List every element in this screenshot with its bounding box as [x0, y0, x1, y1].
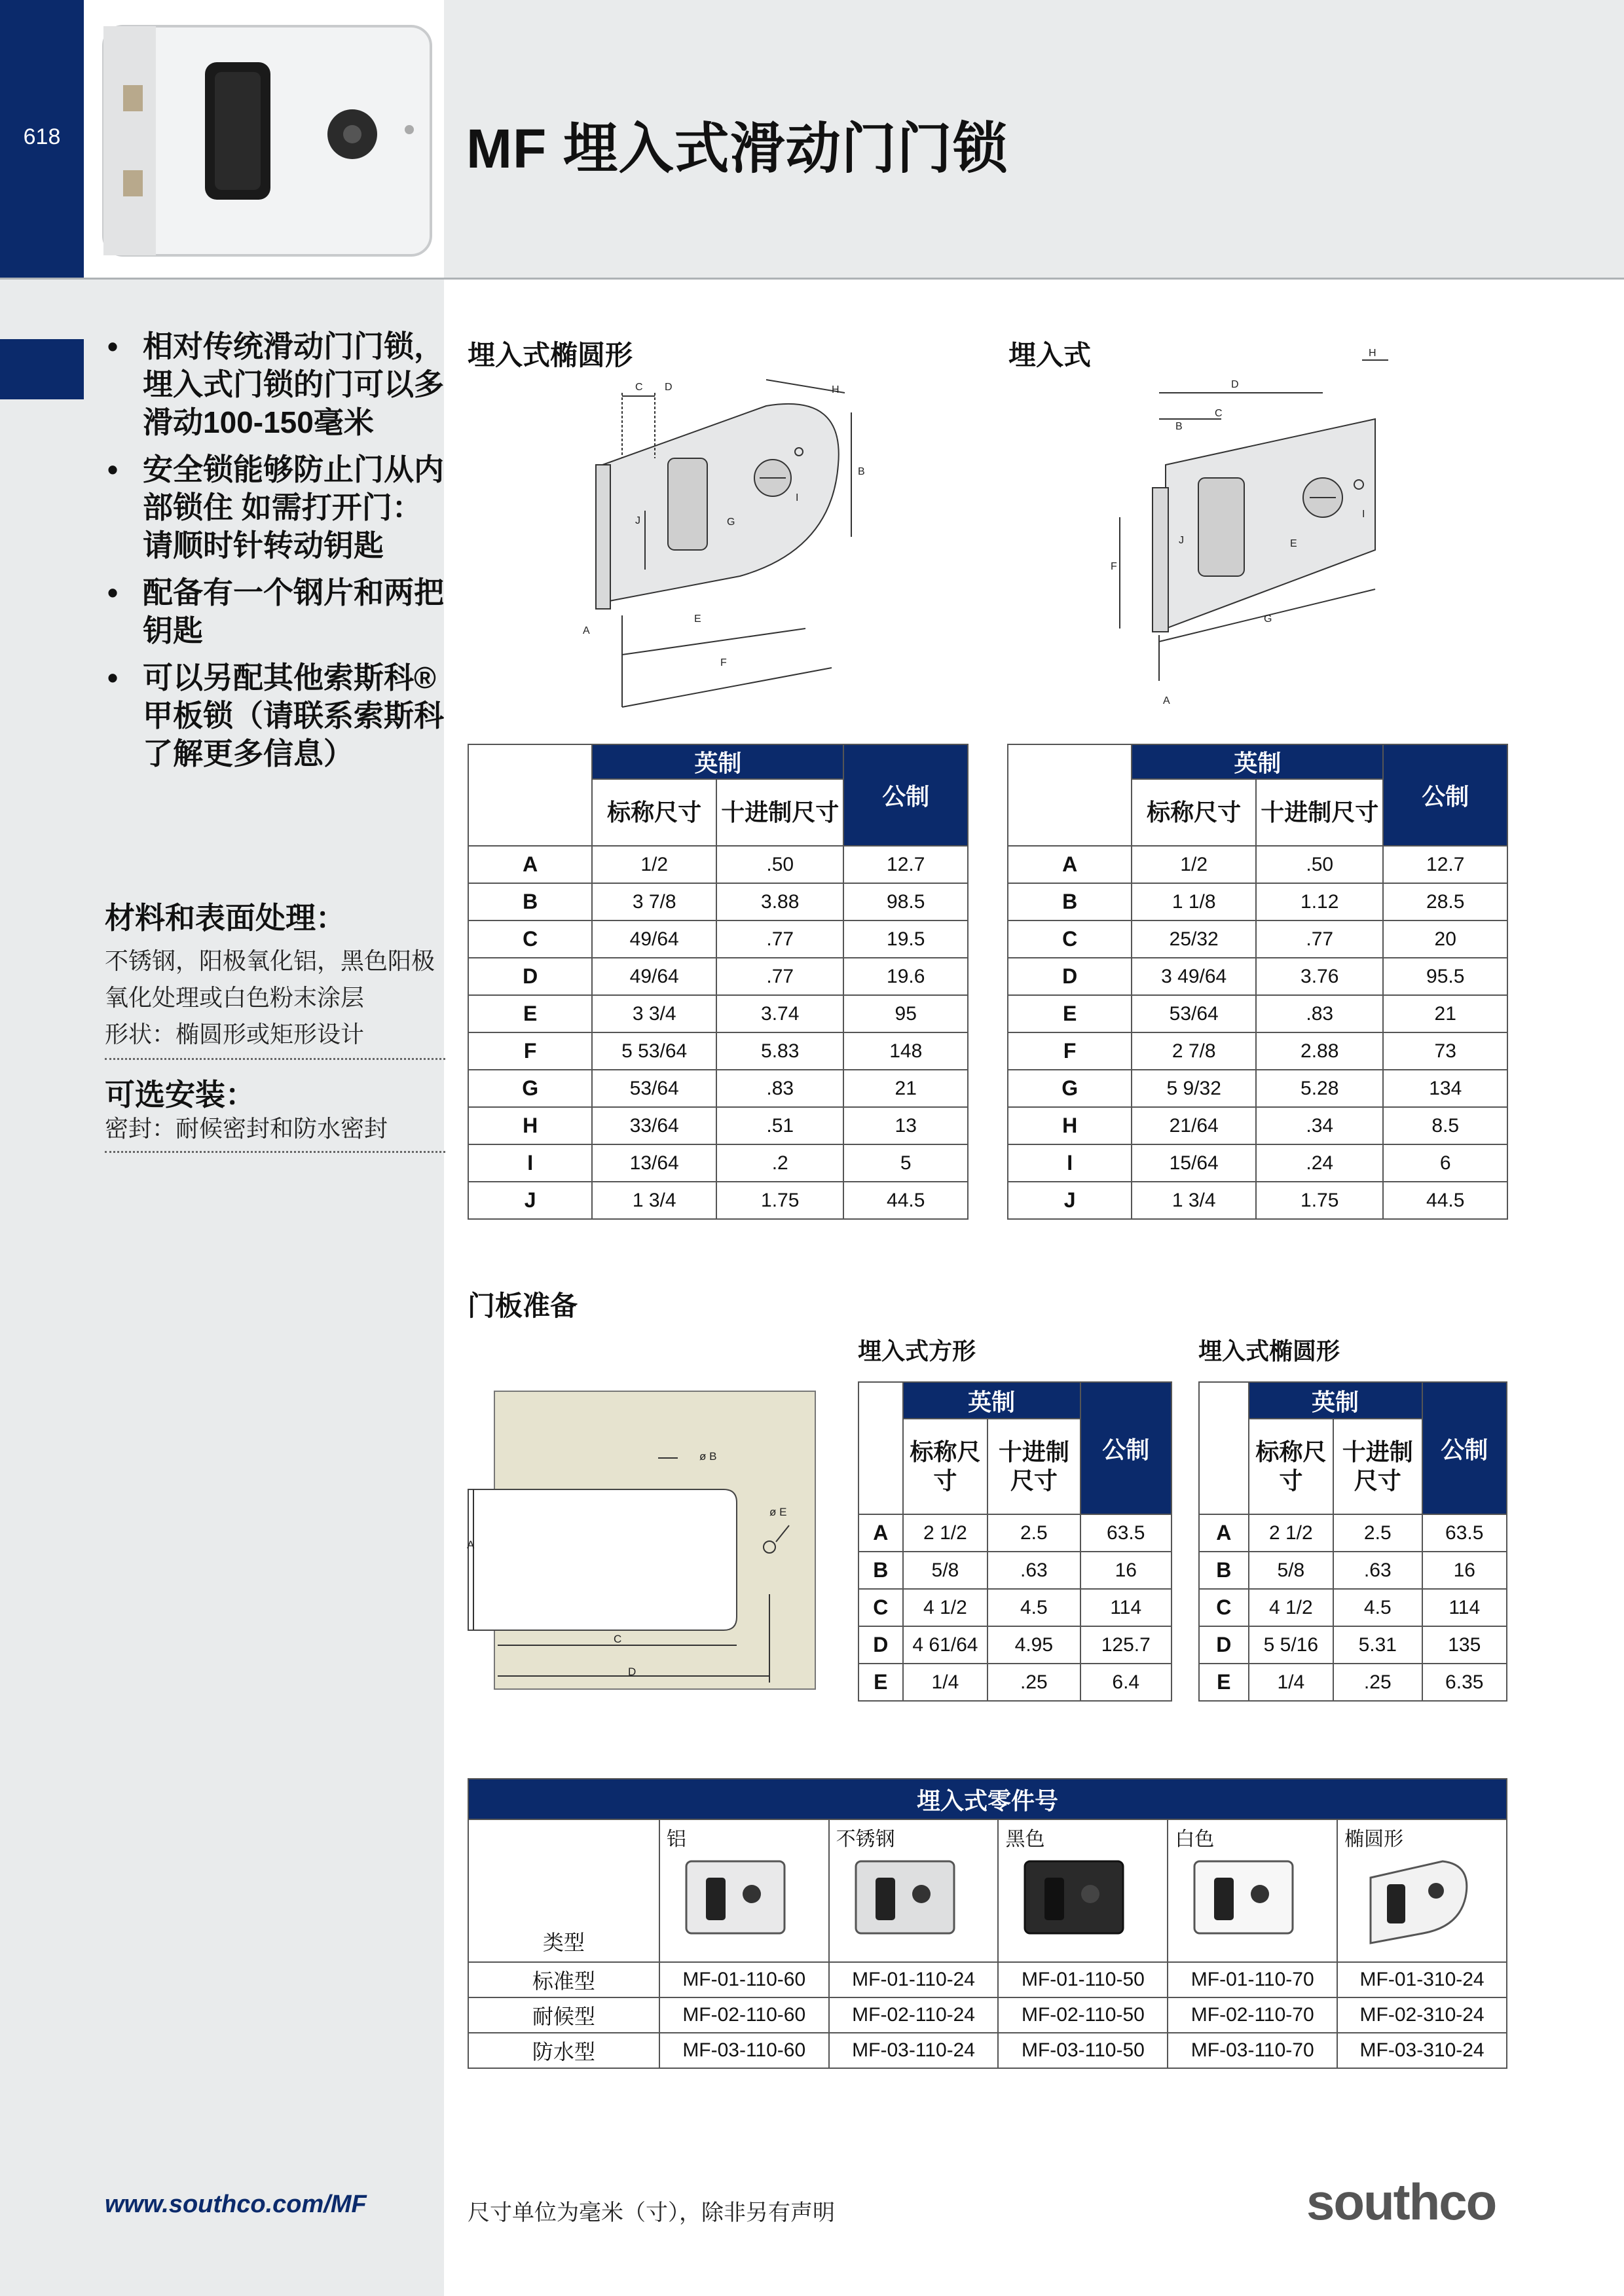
svg-text:C: C	[1215, 408, 1223, 419]
table-row: 标准型 MF-01-110-60 MF-01-110-24 MF-01-110-50 MF-01-110-70 MF-01-310-24	[468, 1962, 1507, 1997]
figure-title: 埋入式	[1008, 340, 1092, 371]
decimal-header: 十进制尺寸	[1256, 779, 1384, 846]
drawing-label: C	[614, 1633, 622, 1645]
finish-cell	[998, 1819, 1168, 1962]
table-row: B 5/8 .63 16	[1199, 1552, 1507, 1589]
options-heading: 可选安装：	[105, 1078, 255, 1112]
materials-heading: 材料和表面处理：	[105, 901, 346, 935]
svg-text:J: J	[635, 515, 640, 526]
nominal-header: 标称尺寸	[1249, 1419, 1333, 1514]
svg-text:J: J	[1179, 535, 1184, 546]
metric-header: 公制	[1080, 1382, 1172, 1514]
page-number: 618	[23, 124, 61, 149]
imperial-header: 英制	[1249, 1382, 1422, 1419]
table-row: A 2 1/2 2.5 63.5	[1199, 1514, 1507, 1552]
table-row: C 4 1/2 4.5 114	[1199, 1589, 1507, 1626]
panel-prep-table-square	[858, 1381, 1172, 1702]
decimal-header: 十进制尺寸	[1333, 1419, 1422, 1514]
table-row: E 1/4 .25 6.4	[858, 1664, 1172, 1701]
svg-text:F: F	[1111, 561, 1117, 572]
table-row: D 4 61/64 4.95 125.7	[858, 1626, 1172, 1664]
imperial-header: 英制	[903, 1382, 1080, 1419]
svg-text:G: G	[727, 517, 735, 528]
empty-corner	[858, 1382, 903, 1514]
table-row: G 5 9/32 5.28 134	[1008, 1070, 1507, 1107]
table-row: F 5 53/64 5.83 148	[468, 1032, 968, 1070]
feature-item: • 可以另配其他索斯科®甲板锁（请联系索斯科了解更多信息）	[105, 659, 445, 773]
finish-label: 椭圆形	[1344, 1829, 1404, 1850]
table-title: 埋入式方形	[858, 1338, 976, 1364]
feature-list	[105, 327, 445, 782]
table-row: B 3 7/8 3.88 98.5	[468, 883, 968, 920]
table-row: F 2 7/8 2.88 73	[1008, 1032, 1507, 1070]
part-number-table	[468, 1778, 1507, 2069]
table-row: C 25/32 .77 20	[1008, 920, 1507, 958]
svg-text:B: B	[1175, 421, 1183, 432]
table-row: I 13/64 .2 5	[468, 1144, 968, 1182]
table-row: J 1 3/4 1.75 44.5	[1008, 1182, 1507, 1219]
finish-cell	[829, 1819, 999, 1962]
table-row: I 15/64 .24 6	[1008, 1144, 1507, 1182]
type-label: 类型	[468, 1819, 659, 1962]
materials-text	[105, 943, 445, 1053]
table-row: H 33/64 .51 13	[468, 1107, 968, 1144]
table-row: A 2 1/2 2.5 63.5	[858, 1514, 1172, 1552]
dimension-table-rect	[1007, 744, 1508, 1220]
product-photo	[84, 0, 444, 278]
finish-label: 铝	[666, 1829, 686, 1850]
table-row: H 21/64 .34 8.5	[1008, 1107, 1507, 1144]
materials-line: 形状：椭圆形或矩形设计	[105, 1021, 365, 1048]
table-row: B 1 1/8 1.12 28.5	[1008, 883, 1507, 920]
white-latch-thumbnail	[1175, 1851, 1306, 1950]
imperial-header: 英制	[592, 744, 843, 779]
southco-logo: southco	[1306, 2173, 1496, 2231]
panel-prep-table-oval	[1198, 1381, 1507, 1702]
svg-text:G: G	[1264, 613, 1272, 625]
table-row: 耐候型 MF-02-110-60 MF-02-110-24 MF-02-110-50 MF-02-110-70 MF-02-310-24	[468, 1997, 1507, 2033]
svg-text:D: D	[1231, 379, 1239, 390]
table-row: C 4 1/2 4.5 114	[858, 1589, 1172, 1626]
svg-text:A: A	[1163, 695, 1170, 706]
table-row: C 49/64 .77 19.5	[468, 920, 968, 958]
feature-item: • 配备有一个钢片和两把钥匙	[105, 574, 445, 649]
drawing-label: ø E	[769, 1506, 787, 1518]
svg-text:E: E	[1290, 538, 1297, 549]
metric-header: 公制	[1422, 1382, 1507, 1514]
black-latch-thumbnail	[1005, 1851, 1136, 1950]
nominal-header: 标称尺寸	[592, 779, 716, 846]
divider	[105, 1058, 445, 1060]
table-row: D 3 49/64 3.76 95.5	[1008, 958, 1507, 995]
svg-text:H: H	[1369, 348, 1376, 359]
divider	[105, 1151, 445, 1153]
footer-url-link[interactable]: www.southco.com/MF	[105, 2191, 367, 2218]
decimal-header: 十进制尺寸	[716, 779, 844, 846]
finish-cell	[1168, 1819, 1337, 1962]
navy-tab	[0, 339, 84, 399]
table-row: A 1/2 .50 12.7	[1008, 846, 1507, 883]
finish-label: 不锈钢	[836, 1829, 895, 1850]
materials-line: 氧化处理或白色粉末涂层	[105, 984, 365, 1011]
figure-title: 埋入式椭圆形	[468, 340, 633, 371]
table-row: B 5/8 .63 16	[858, 1552, 1172, 1589]
table-row: E 1/4 .25 6.35	[1199, 1664, 1507, 1701]
options-line: 密封：耐候密封和防水密封	[105, 1115, 388, 1142]
svg-text:F: F	[720, 657, 727, 668]
finish-cell	[1337, 1819, 1507, 1962]
feature-item: • 安全锁能够防止门从内部锁住 如需打开门：请顺时针转动钥匙	[105, 450, 445, 564]
table-row: E 3 3/4 3.74 95	[468, 995, 968, 1032]
drawing-label: A	[467, 1539, 475, 1551]
empty-corner	[1199, 1382, 1249, 1514]
decimal-header: 十进制尺寸	[987, 1419, 1080, 1514]
empty-corner	[468, 744, 592, 846]
rect-latch-drawing	[1107, 347, 1395, 714]
svg-text:I: I	[1362, 509, 1365, 520]
drawing-label: D	[628, 1666, 637, 1678]
table-row: 防水型 MF-03-110-60 MF-03-110-24 MF-03-110-50 MF-03-110-70 MF-03-310-24	[468, 2033, 1507, 2068]
table-row: J 1 3/4 1.75 44.5	[468, 1182, 968, 1219]
svg-text:H: H	[832, 384, 840, 395]
drawing-label: ø B	[699, 1450, 717, 1463]
finish-cell	[659, 1819, 829, 1962]
aluminum-latch-thumbnail	[667, 1851, 798, 1950]
svg-text:D: D	[665, 382, 673, 393]
section-title: 门板准备	[468, 1290, 578, 1321]
finish-label: 白色	[1175, 1829, 1215, 1850]
svg-text:E: E	[694, 613, 701, 625]
dimension-table-oval	[468, 744, 969, 1220]
finish-label: 黑色	[1005, 1829, 1045, 1850]
page-title: MF 埋入式滑动门门锁	[466, 118, 1008, 179]
svg-text:I: I	[796, 492, 799, 503]
svg-text:A: A	[583, 625, 590, 636]
svg-text:B: B	[858, 466, 865, 477]
metric-header: 公制	[843, 744, 968, 846]
table-row: D 5 5/16 5.31 135	[1199, 1626, 1507, 1664]
svg-text:C: C	[635, 382, 643, 393]
metric-header: 公制	[1383, 744, 1507, 846]
table-title: 埋入式椭圆形	[1198, 1338, 1340, 1364]
table-row: A 1/2 .50 12.7	[468, 846, 968, 883]
materials-line: 不锈钢，阳极氧化铝，黑色阳极	[105, 947, 435, 974]
panel-cutout-drawing	[462, 1385, 828, 1692]
table-row: G 53/64 .83 21	[468, 1070, 968, 1107]
table-row: E 53/64 .83 21	[1008, 995, 1507, 1032]
table-row: D 49/64 .77 19.6	[468, 958, 968, 995]
stainless-latch-thumbnail	[836, 1851, 967, 1950]
oval-latch-thumbnail	[1344, 1851, 1475, 1950]
parts-title: 埋入式零件号	[468, 1779, 1507, 1819]
nominal-header: 标称尺寸	[903, 1419, 988, 1514]
footer-note: 尺寸单位为毫米（寸），除非另有声明	[468, 2200, 835, 2225]
feature-item: • 相对传统滑动门门锁，埋入式门锁的门可以多滑动100-150毫米	[105, 327, 445, 441]
empty-corner	[1008, 744, 1132, 846]
oval-latch-drawing	[570, 354, 877, 720]
nominal-header: 标称尺寸	[1132, 779, 1256, 846]
imperial-header: 英制	[1132, 744, 1383, 779]
